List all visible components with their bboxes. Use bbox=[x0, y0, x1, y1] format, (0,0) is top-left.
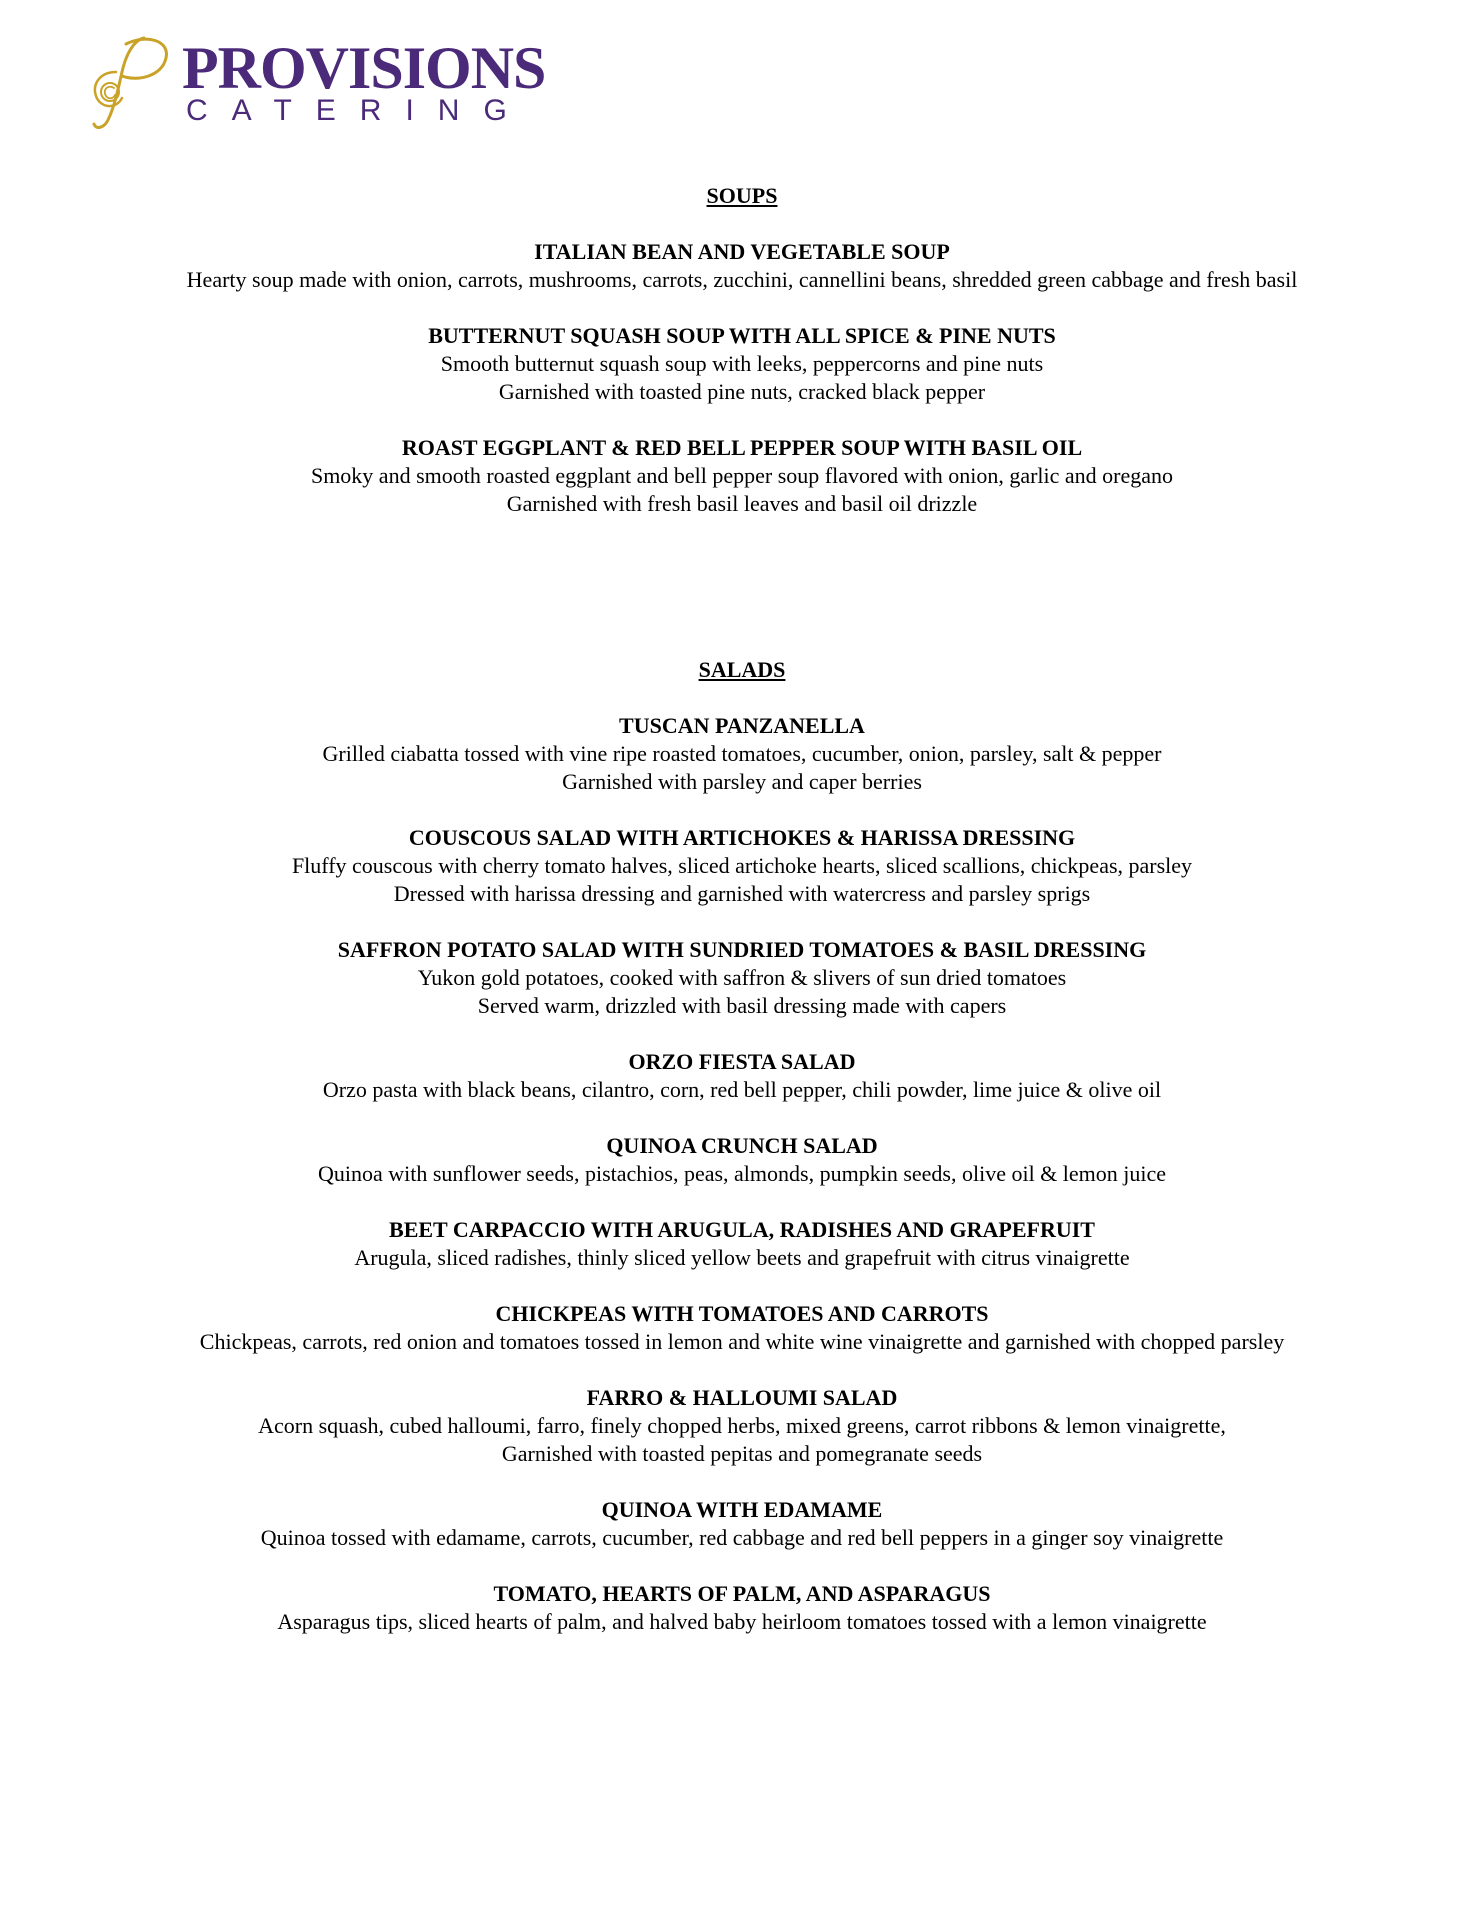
menu-item bbox=[0, 1300, 1484, 1356]
menu-item bbox=[0, 936, 1484, 1020]
menu-item-garnish: Served warm, drizzled with basil dressing made with capers bbox=[477, 993, 1007, 1018]
menu-item-description: Smooth butternut squash soup with leeks, peppercorns and pine nuts bbox=[440, 351, 1044, 376]
menu-item bbox=[0, 1216, 1484, 1272]
soups-section bbox=[0, 182, 1484, 546]
menu-item bbox=[0, 1496, 1484, 1552]
menu-item bbox=[0, 1132, 1484, 1188]
menu-item-name: TOMATO, HEARTS OF PALM, AND ASPARAGUS bbox=[493, 1581, 991, 1606]
menu-item-description: Asparagus tips, sliced hearts of palm, and halved baby heirloom tomatoes tossed with a lemon vinaigrette bbox=[277, 1609, 1207, 1634]
section-heading-salads: SALADS bbox=[698, 657, 786, 682]
menu-item bbox=[0, 322, 1484, 406]
menu-item-description: Arugula, sliced radishes, thinly sliced yellow beets and grapefruit with citrus vinaigrette bbox=[354, 1245, 1130, 1270]
menu-item-name: SAFFRON POTATO SALAD WITH SUNDRIED TOMATOES & BASIL DRESSING bbox=[337, 937, 1147, 962]
menu-item-name: ROAST EGGPLANT & RED BELL PEPPER SOUP WITH BASIL OIL bbox=[401, 435, 1083, 460]
menu-item-garnish: Garnished with parsley and caper berries bbox=[562, 769, 922, 794]
menu-item-description: Orzo pasta with black beans, cilantro, corn, red bell pepper, chili powder, lime juice & olive oil bbox=[322, 1077, 1162, 1102]
monogram-p-icon bbox=[86, 32, 176, 132]
salads-section bbox=[0, 656, 1484, 1664]
menu-item bbox=[0, 1580, 1484, 1636]
menu-item-garnish: Garnished with toasted pine nuts, cracked black pepper bbox=[498, 379, 986, 404]
menu-item-name: BEET CARPACCIO WITH ARUGULA, RADISHES AND GRAPEFRUIT bbox=[389, 1217, 1095, 1242]
menu-item-description: Quinoa tossed with edamame, carrots, cucumber, red cabbage and red bell peppers in a ginger soy vinaigrette bbox=[260, 1525, 1224, 1550]
section-heading-soups: SOUPS bbox=[706, 183, 778, 208]
brand-name: PROVISIONS bbox=[182, 35, 546, 101]
menu-item-name: QUINOA WITH EDAMAME bbox=[601, 1497, 883, 1522]
menu-item-name: QUINOA CRUNCH SALAD bbox=[606, 1133, 878, 1158]
menu-item-name: TUSCAN PANZANELLA bbox=[619, 713, 865, 738]
menu-item-description: Acorn squash, cubed halloumi, farro, finely chopped herbs, mixed greens, carrot ribbons & lemon vinaigrette, bbox=[258, 1413, 1226, 1438]
menu-item-name: COUSCOUS SALAD WITH ARTICHOKES & HARISSA DRESSING bbox=[408, 825, 1076, 850]
menu-item bbox=[0, 238, 1484, 294]
menu-item-description: Chickpeas, carrots, red onion and tomatoes tossed in lemon and white wine vinaigrette and garnished with chopped parsley bbox=[199, 1329, 1285, 1354]
menu-item-description: Quinoa with sunflower seeds, pistachios, peas, almonds, pumpkin seeds, olive oil & lemon juice bbox=[317, 1161, 1167, 1186]
menu-item-garnish: Dressed with harissa dressing and garnished with watercress and parsley sprigs bbox=[393, 881, 1091, 906]
menu-item bbox=[0, 712, 1484, 796]
menu-item bbox=[0, 434, 1484, 518]
menu-item bbox=[0, 824, 1484, 908]
menu-item-garnish: Garnished with fresh basil leaves and basil oil drizzle bbox=[506, 491, 978, 516]
menu-item-description: Fluffy couscous with cherry tomato halves, sliced artichoke hearts, sliced scallions, chickpeas, parsley bbox=[291, 853, 1193, 878]
menu-item-name: BUTTERNUT SQUASH SOUP WITH ALL SPICE & PINE NUTS bbox=[428, 323, 1056, 348]
menu-item-description: Yukon gold potatoes, cooked with saffron & slivers of sun dried tomatoes bbox=[417, 965, 1067, 990]
menu-item bbox=[0, 1048, 1484, 1104]
menu-item-garnish: Garnished with toasted pepitas and pomegranate seeds bbox=[501, 1441, 983, 1466]
menu-item-name: CHICKPEAS WITH TOMATOES AND CARROTS bbox=[495, 1301, 989, 1326]
menu-item-description: Hearty soup made with onion, carrots, mushrooms, carrots, zucchini, cannellini beans, shredded green cabbage and fresh basil bbox=[186, 267, 1298, 292]
menu-item-description: Smoky and smooth roasted eggplant and bell pepper soup flavored with onion, garlic and oregano bbox=[310, 463, 1174, 488]
brand-subtitle: CATERING bbox=[186, 94, 531, 127]
brand-logo bbox=[86, 32, 556, 142]
menu-item-name: FARRO & HALLOUMI SALAD bbox=[586, 1385, 898, 1410]
menu-item-name: ORZO FIESTA SALAD bbox=[628, 1049, 856, 1074]
menu-item-description: Grilled ciabatta tossed with vine ripe roasted tomatoes, cucumber, onion, parsley, salt & pepper bbox=[322, 741, 1162, 766]
menu-item bbox=[0, 1384, 1484, 1468]
menu-item-name: ITALIAN BEAN AND VEGETABLE SOUP bbox=[534, 239, 950, 264]
